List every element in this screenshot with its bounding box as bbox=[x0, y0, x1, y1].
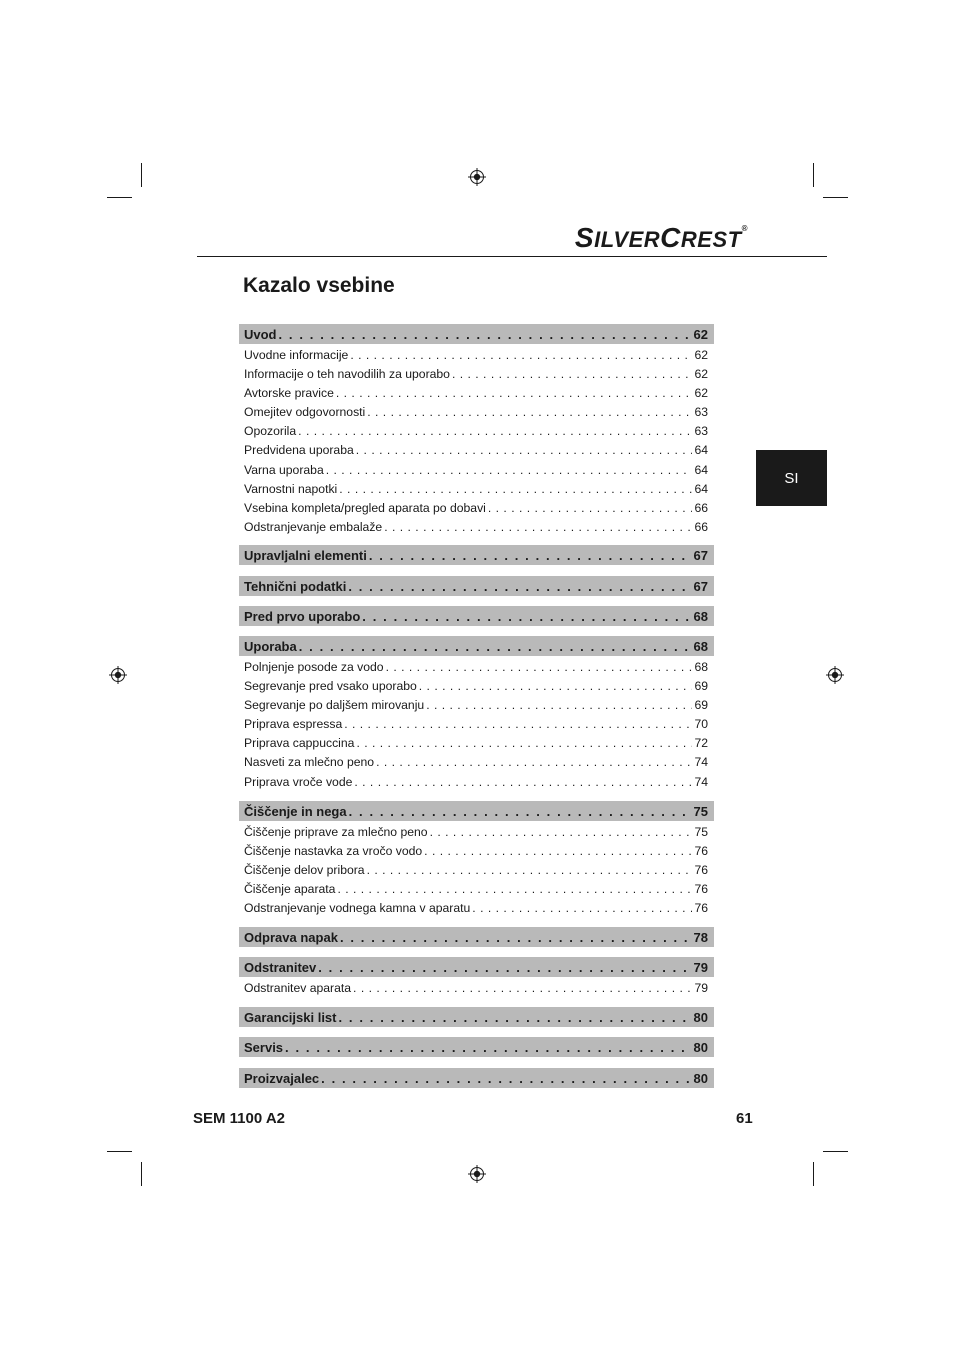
crop-mark bbox=[141, 1162, 142, 1186]
toc-item[interactable]: Opozorila . . . 63 bbox=[239, 422, 714, 441]
language-tab-label: SI bbox=[784, 469, 799, 487]
toc-item[interactable]: Odstranitev aparata . . . 79 bbox=[239, 979, 714, 998]
toc-section bbox=[239, 801, 714, 918]
toc-item[interactable]: Odstranjevanje vodnega kamna v aparatu . . . 76 bbox=[239, 899, 714, 918]
toc-section bbox=[239, 636, 714, 792]
toc-item[interactable]: Informacije o teh navodilih za uporabo . . . 62 bbox=[239, 365, 714, 384]
toc-section bbox=[239, 576, 714, 596]
toc-section-header[interactable]: Servis . . . 80 bbox=[239, 1037, 714, 1057]
toc-section-header[interactable]: Uporaba . . . 68 bbox=[239, 636, 714, 656]
toc-item[interactable]: Priprava vroče vode . . . 74 bbox=[239, 773, 714, 792]
toc-section bbox=[239, 927, 714, 947]
toc-section bbox=[239, 1068, 714, 1088]
toc-section-header[interactable]: Odstranitev . . . 79 bbox=[239, 957, 714, 977]
toc-section-header[interactable]: Garancijski list . . . 80 bbox=[239, 1007, 714, 1027]
toc-item[interactable]: Odstranjevanje embalaže . . . 66 bbox=[239, 518, 714, 537]
toc-section bbox=[239, 1037, 714, 1057]
toc-item[interactable]: Čiščenje priprave za mlečno peno . . . 75 bbox=[239, 823, 714, 842]
crop-mark bbox=[823, 1151, 848, 1152]
crop-mark bbox=[107, 197, 132, 198]
toc-section bbox=[239, 324, 714, 537]
toc-item[interactable]: Varna uporaba . . . 64 bbox=[239, 461, 714, 480]
toc-section-header[interactable]: Pred prvo uporabo . . . 68 bbox=[239, 606, 714, 626]
toc-item[interactable]: Omejitev odgovornosti . . . 63 bbox=[239, 403, 714, 422]
brand-logo: SILVERCREST® bbox=[574, 222, 748, 253]
toc-item[interactable]: Uvodne informacije . . . 62 bbox=[239, 346, 714, 365]
toc-section bbox=[239, 957, 714, 998]
toc-section-header[interactable]: Proizvajalec . . . 80 bbox=[239, 1068, 714, 1088]
toc-section-header[interactable]: Uvod . . . 62 bbox=[239, 324, 714, 344]
toc-item[interactable]: Čiščenje delov pribora . . . 76 bbox=[239, 861, 714, 880]
toc-section bbox=[239, 545, 714, 565]
crop-mark bbox=[813, 1162, 814, 1186]
toc-item[interactable]: Čiščenje nastavka za vročo vodo . . . 76 bbox=[239, 842, 714, 861]
toc-item[interactable]: Čiščenje aparata . . . 76 bbox=[239, 880, 714, 899]
toc-section-header[interactable]: Odprava napak . . . 78 bbox=[239, 927, 714, 947]
toc-section-header[interactable]: Upravljalni elementi . . . 67 bbox=[239, 545, 714, 565]
registration-mark-icon bbox=[468, 1165, 486, 1183]
page-title: Kazalo vsebine bbox=[243, 274, 395, 297]
toc-section bbox=[239, 1007, 714, 1027]
page-number: 61 bbox=[736, 1110, 753, 1127]
toc-item[interactable]: Predvidena uporaba . . . 64 bbox=[239, 441, 714, 460]
registration-mark-icon bbox=[468, 168, 486, 186]
language-tab bbox=[756, 450, 827, 506]
header-rule bbox=[197, 256, 827, 257]
toc-item[interactable]: Priprava espressa . . . 70 bbox=[239, 715, 714, 734]
toc-item[interactable]: Priprava cappuccina . . . 72 bbox=[239, 734, 714, 753]
toc-section-header[interactable]: Čiščenje in nega . . . 75 bbox=[239, 801, 714, 821]
toc-item[interactable]: Avtorske pravice . . . 62 bbox=[239, 384, 714, 403]
crop-mark bbox=[813, 163, 814, 187]
toc-section bbox=[239, 606, 714, 626]
crop-mark bbox=[823, 197, 848, 198]
toc-item[interactable]: Vsebina kompleta/pregled aparata po dobavi . . . 66 bbox=[239, 499, 714, 518]
toc-item[interactable]: Segrevanje po daljšem mirovanju . . . 69 bbox=[239, 696, 714, 715]
footer-model: SEM 1100 A2 bbox=[193, 1110, 285, 1127]
registration-mark-icon bbox=[826, 666, 844, 684]
toc-item[interactable]: Varnostni napotki . . . 64 bbox=[239, 480, 714, 499]
toc-item[interactable]: Polnjenje posode za vodo . . . 68 bbox=[239, 658, 714, 677]
crop-mark bbox=[107, 1151, 132, 1152]
registration-mark-icon bbox=[109, 666, 127, 684]
toc-item[interactable]: Segrevanje pred vsako uporabo . . . 69 bbox=[239, 677, 714, 696]
toc-section-header[interactable]: Tehnični podatki . . . 67 bbox=[239, 576, 714, 596]
toc-item[interactable]: Nasveti za mlečno peno . . . 74 bbox=[239, 753, 714, 772]
crop-mark bbox=[141, 163, 142, 187]
